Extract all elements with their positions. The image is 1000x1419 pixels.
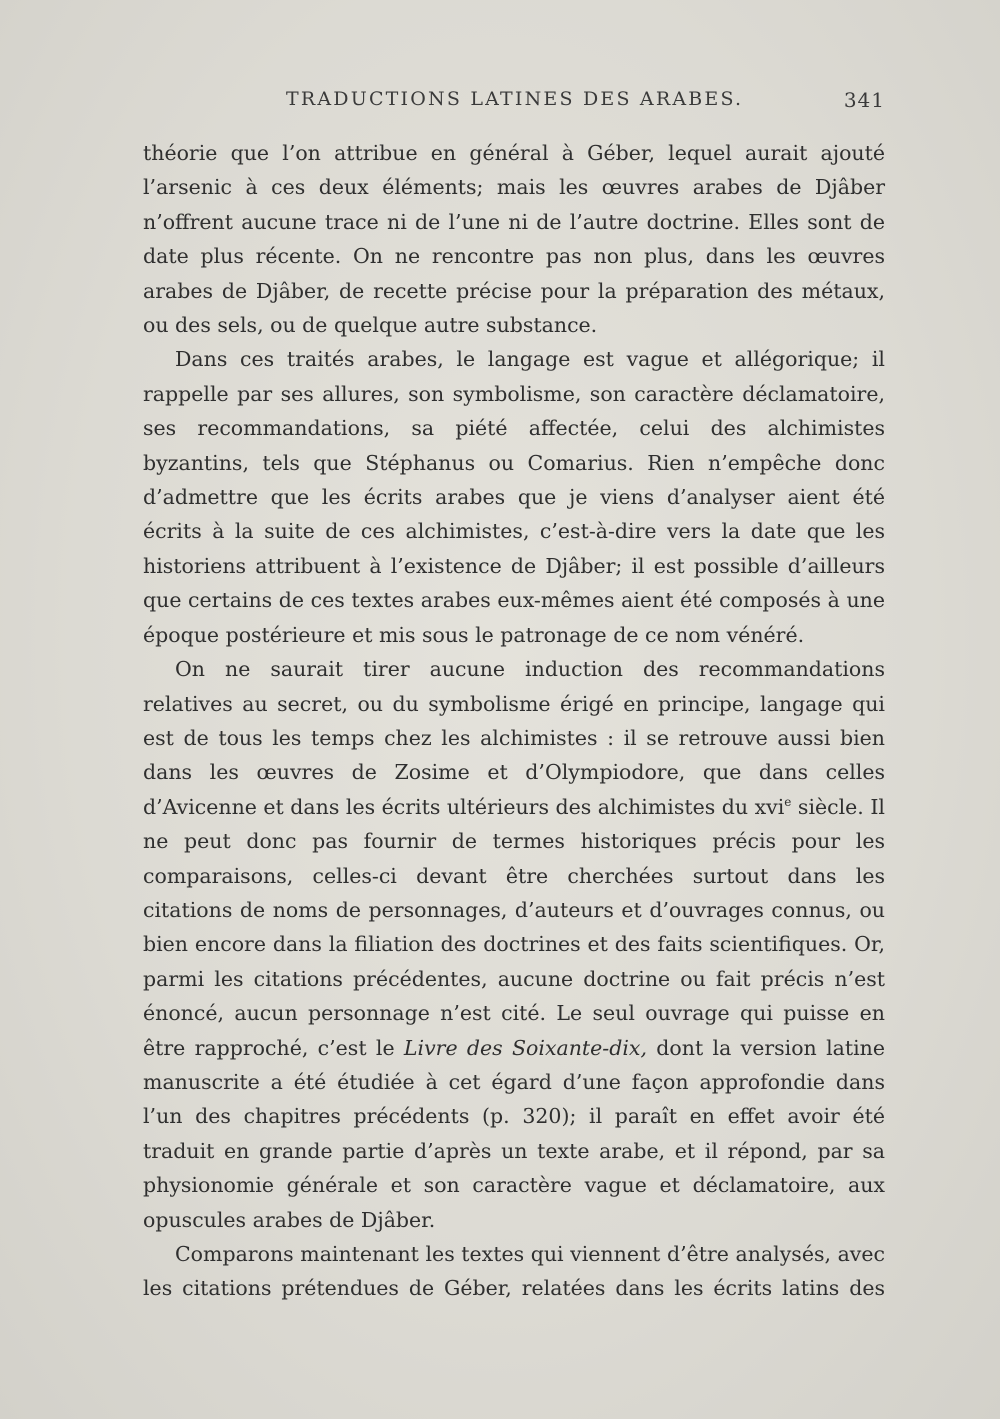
page-number: 341 [843,88,885,112]
page-header [143,88,885,122]
paragraph-4: Comparons maintenant les textes qui viennent d’être analysés, avec les citations prétendues de Géber, relatées dans les écrits latins des [143,1242,885,1301]
paragraph-1: théorie que l’on attribue en général à Géber, lequel aurait ajouté l’arsenic à ces deux éléments; mais les œuvres arabes de Djâber n’offrent aucune trace ni de l’une ni de l’autre doctrine. Elles sont de date plus récente. On ne rencontre pas non plus, dans les œuvres arabes de Djâber, de recette précise pour la préparation des métaux, ou des sels, ou de quelque autre substance. [143,141,885,338]
paragraph-3-part-b: siècle. Il ne peut donc pas fournir de termes historiques précis pour les comparaisons, celles-ci devant être cherchées surtout dans les citations de noms de personnages, d’auteurs et d’ouvrages connus, ou bien encore dans la filiation des doctrines et des faits scientifiques. Or, parmi les citations précédentes, aucune doctrine ou fait précis n’est énoncé, aucun personnage n’est cité. Le seul ouvrage qui puisse en être rapproché, c’est le [143,794,885,1060]
paragraph-3-part-c: dont la version latine manuscrite a été étudiée à cet égard d’une façon approfondie dans l’un des chapitres précédents (p. 320); il paraît en effet avoir été traduit en grande partie d’après un texte arabe, et il répond, par sa physionomie générale et son caractère vague et déclamatoire, aux opuscules arabes de Djâber. [143,1035,885,1232]
running-title: TRADUCTIONS LATINES DES ARABES. [286,88,744,110]
body-text [143,136,885,1306]
paragraph-3-part-a: On ne saurait tirer aucune induction des recommandations relatives au secret, ou du symbolisme érigé en principe, langage qui est de tous les temps chez les alchimistes : il se retrouve aussi bien dans les œuvres de Zosime et d’Olympiodore, que dans celles d’Avicenne et dans les écrits ultérieurs des alchimistes du xvi [143,657,885,819]
paragraph-2: Dans ces traités arabes, le langage est vague et allégorique; il rappelle par ses allures, son symbolisme, son caractère déclamatoire, ses recommandations, sa piété affectée, celui des alchimistes byzantins, tels que Stéphanus ou Comarius. Rien n’empêche donc d’admettre que les écrits arabes que je viens d’analyser aient été écrits à la suite de ces alchimistes, c’est-à-dire vers la date que les historiens attribuent à l’existence de Djâber; il est possible d’ailleurs que certains de ces textes arabes eux-mêmes aient été composés à une époque postérieure et mis sous le patronage de ce nom vénéré. [143,347,885,647]
superscript-e: e [784,794,792,809]
book-title-italic: Livre des Soixante-dix, [403,1035,647,1060]
paragraph-3 [143,652,885,1237]
